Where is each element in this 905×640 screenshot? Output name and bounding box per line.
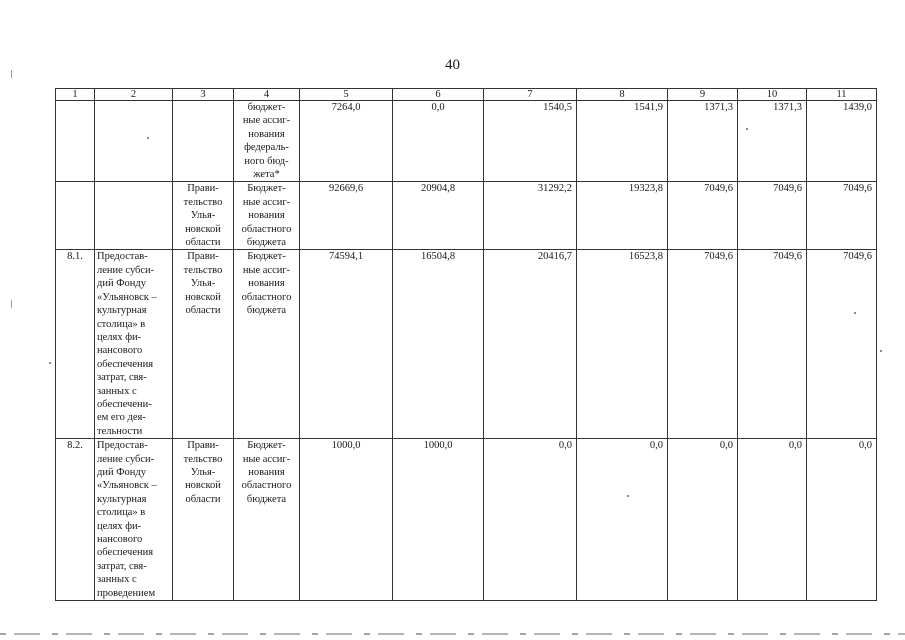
table-row xyxy=(56,250,877,439)
amount-cell: 74594,1 xyxy=(300,250,393,439)
row-number-cell: 8.2. xyxy=(56,439,95,601)
activity-name-cell-line: ем его дея- xyxy=(97,412,146,424)
funding-source-cell-line: областного xyxy=(241,480,292,492)
amount-cell: 7049,6 xyxy=(738,182,807,250)
header-cell: 4 xyxy=(234,89,300,101)
amount-cell: 1371,3 xyxy=(738,101,807,182)
amount-cell: 7049,6 xyxy=(807,250,877,439)
activity-name-cell xyxy=(95,439,173,601)
executor-cell-line: новской xyxy=(185,223,221,235)
amount-cell: 1439,0 xyxy=(807,101,877,182)
funding-source-cell-line: Бюджет- xyxy=(247,183,286,195)
amount-cell: 0,0 xyxy=(577,439,668,601)
activity-name-cell-line: «Ульяновск – xyxy=(97,480,157,492)
funding-source-cell-line: нования xyxy=(248,210,285,222)
page-number: 40 xyxy=(445,57,460,73)
activity-name-cell-line: затрат, свя- xyxy=(97,560,147,572)
scan-speck xyxy=(627,495,629,497)
amount-cell: 7264,0 xyxy=(300,101,393,182)
funding-source-cell xyxy=(234,250,300,439)
header-cell: 3 xyxy=(173,89,234,101)
amount-cell: 1540,5 xyxy=(484,101,577,182)
scan-speck xyxy=(147,137,149,139)
activity-name-cell-line: обеспечени- xyxy=(97,398,152,410)
activity-name-cell-line: дий Фонду xyxy=(97,278,146,290)
activity-name-cell-line: культурная xyxy=(97,305,147,317)
scan-speck xyxy=(854,312,856,314)
amount-cell: 1000,0 xyxy=(300,439,393,601)
amount-cell: 7049,6 xyxy=(807,182,877,250)
executor-cell-line: Прави- xyxy=(187,251,219,263)
activity-name-cell-line: столица» в xyxy=(97,318,146,330)
funding-source-cell-line: бюджета xyxy=(246,305,287,317)
row-number-cell xyxy=(56,101,95,182)
amount-cell: 0,0 xyxy=(668,439,738,601)
funding-source-cell-line: ные ассиг- xyxy=(242,196,291,208)
activity-name-cell-line: «Ульяновск – xyxy=(97,291,157,303)
executor-cell xyxy=(173,101,234,182)
amount-cell: 19323,8 xyxy=(577,182,668,250)
amount-cell: 20904,8 xyxy=(393,182,484,250)
executor-cell xyxy=(173,250,234,439)
funding-source-cell-line: нования xyxy=(248,278,285,290)
header-cell: 9 xyxy=(668,89,738,101)
amount-cell: 31292,2 xyxy=(484,182,577,250)
funding-source-cell-line: Бюджет- xyxy=(247,251,286,263)
executor-cell-line: тельство xyxy=(183,453,223,465)
executor-cell xyxy=(173,182,234,250)
funding-source-cell-line: областного xyxy=(241,291,292,303)
funding-source-cell-line: жета* xyxy=(253,169,280,181)
activity-name-cell xyxy=(95,250,173,439)
funding-source-cell-line: ные ассиг- xyxy=(242,264,291,276)
scan-speck xyxy=(49,362,51,364)
activity-name-cell-line: ление субси- xyxy=(97,264,155,276)
activity-name-cell-line: Предостав- xyxy=(97,440,148,452)
activity-name-cell-line: целях фи- xyxy=(97,520,142,532)
executor-cell-line: области xyxy=(185,305,221,317)
header-row xyxy=(56,89,877,101)
funding-source-cell-line: бюджета xyxy=(246,493,287,505)
activity-name-cell-line: столица» в xyxy=(97,507,146,519)
amount-cell: 92669,6 xyxy=(300,182,393,250)
amount-cell: 1541,9 xyxy=(577,101,668,182)
funding-source-cell-line: бюджет- xyxy=(247,102,286,113)
activity-name-cell-line: нансового xyxy=(97,345,143,357)
funding-source-cell-line: ные ассиг- xyxy=(242,115,291,127)
amount-cell: 16504,8 xyxy=(393,250,484,439)
header-cell: 6 xyxy=(393,89,484,101)
table-row xyxy=(56,101,877,182)
funding-source-cell-line: ного бюд- xyxy=(244,155,289,167)
activity-name-cell xyxy=(95,101,173,182)
scan-artifact-line xyxy=(0,633,905,635)
amount-cell: 7049,6 xyxy=(738,250,807,439)
scan-speck xyxy=(11,300,12,308)
executor-cell-line: области xyxy=(185,237,221,249)
executor-cell-line: новской xyxy=(185,291,221,303)
table-row xyxy=(56,182,877,250)
executor-cell-line: новской xyxy=(185,480,221,492)
header-cell: 5 xyxy=(300,89,393,101)
amount-cell: 20416,7 xyxy=(484,250,577,439)
header-cell: 7 xyxy=(484,89,577,101)
executor-cell-line: Прави- xyxy=(187,183,219,195)
amount-cell: 0,0 xyxy=(393,101,484,182)
funding-source-cell xyxy=(234,101,300,182)
executor-cell-line: Улья- xyxy=(190,466,216,478)
scan-speck xyxy=(746,128,748,130)
executor-cell xyxy=(173,439,234,601)
activity-name-cell-line: ление субси- xyxy=(97,453,155,465)
funding-source-cell-line: нования xyxy=(248,466,285,478)
activity-name-cell-line: целях фи- xyxy=(97,331,142,343)
activity-name-cell-line: обеспечения xyxy=(97,547,154,559)
executor-cell-line: тельство xyxy=(183,196,223,208)
activity-name-cell-line: нансового xyxy=(97,534,143,545)
header-cell: 1 xyxy=(56,89,95,101)
budget-table xyxy=(55,88,877,601)
activity-name-cell-line: проведением xyxy=(97,587,156,599)
amount-cell: 0,0 xyxy=(484,439,577,601)
activity-name-cell-line: Предостав- xyxy=(97,251,148,263)
executor-cell-line: тельство xyxy=(183,264,223,276)
activity-name-cell-line: занных с xyxy=(97,574,137,586)
scan-speck xyxy=(11,70,12,78)
executor-cell-line: области xyxy=(185,493,221,505)
funding-source-cell-line: бюджета xyxy=(246,237,287,249)
activity-name-cell-line: культурная xyxy=(97,493,147,505)
table-row xyxy=(56,439,877,601)
funding-source-cell-line: федераль- xyxy=(244,142,289,154)
header-cell: 2 xyxy=(95,89,173,101)
activity-name-cell-line: затрат, свя- xyxy=(97,372,147,384)
amount-cell: 0,0 xyxy=(807,439,877,601)
funding-source-cell xyxy=(234,439,300,601)
header-cell: 11 xyxy=(807,89,877,101)
activity-name-cell-line: тельности xyxy=(97,425,143,437)
header-cell: 8 xyxy=(577,89,668,101)
header-cell: 10 xyxy=(738,89,807,101)
amount-cell: 1000,0 xyxy=(393,439,484,601)
row-number-cell: 8.1. xyxy=(56,250,95,439)
amount-cell: 16523,8 xyxy=(577,250,668,439)
executor-cell-line: Улья- xyxy=(190,278,216,290)
funding-source-cell-line: ные ассиг- xyxy=(242,453,291,465)
amount-cell: 1371,3 xyxy=(668,101,738,182)
row-number-cell xyxy=(56,182,95,250)
activity-name-cell-line: дий Фонду xyxy=(97,466,146,478)
scan-speck xyxy=(880,350,882,352)
executor-cell-line: Улья- xyxy=(190,210,216,222)
activity-name-cell-line: обеспечения xyxy=(97,358,154,370)
funding-source-cell-line: областного xyxy=(241,223,292,235)
funding-source-cell-line: Бюджет- xyxy=(247,440,286,452)
activity-name-cell xyxy=(95,182,173,250)
activity-name-cell-line: занных с xyxy=(97,385,137,397)
funding-source-cell xyxy=(234,182,300,250)
amount-cell: 0,0 xyxy=(738,439,807,601)
executor-cell-line: Прави- xyxy=(187,440,219,452)
amount-cell: 7049,6 xyxy=(668,250,738,439)
funding-source-cell-line: нования xyxy=(248,128,285,140)
amount-cell: 7049,6 xyxy=(668,182,738,250)
